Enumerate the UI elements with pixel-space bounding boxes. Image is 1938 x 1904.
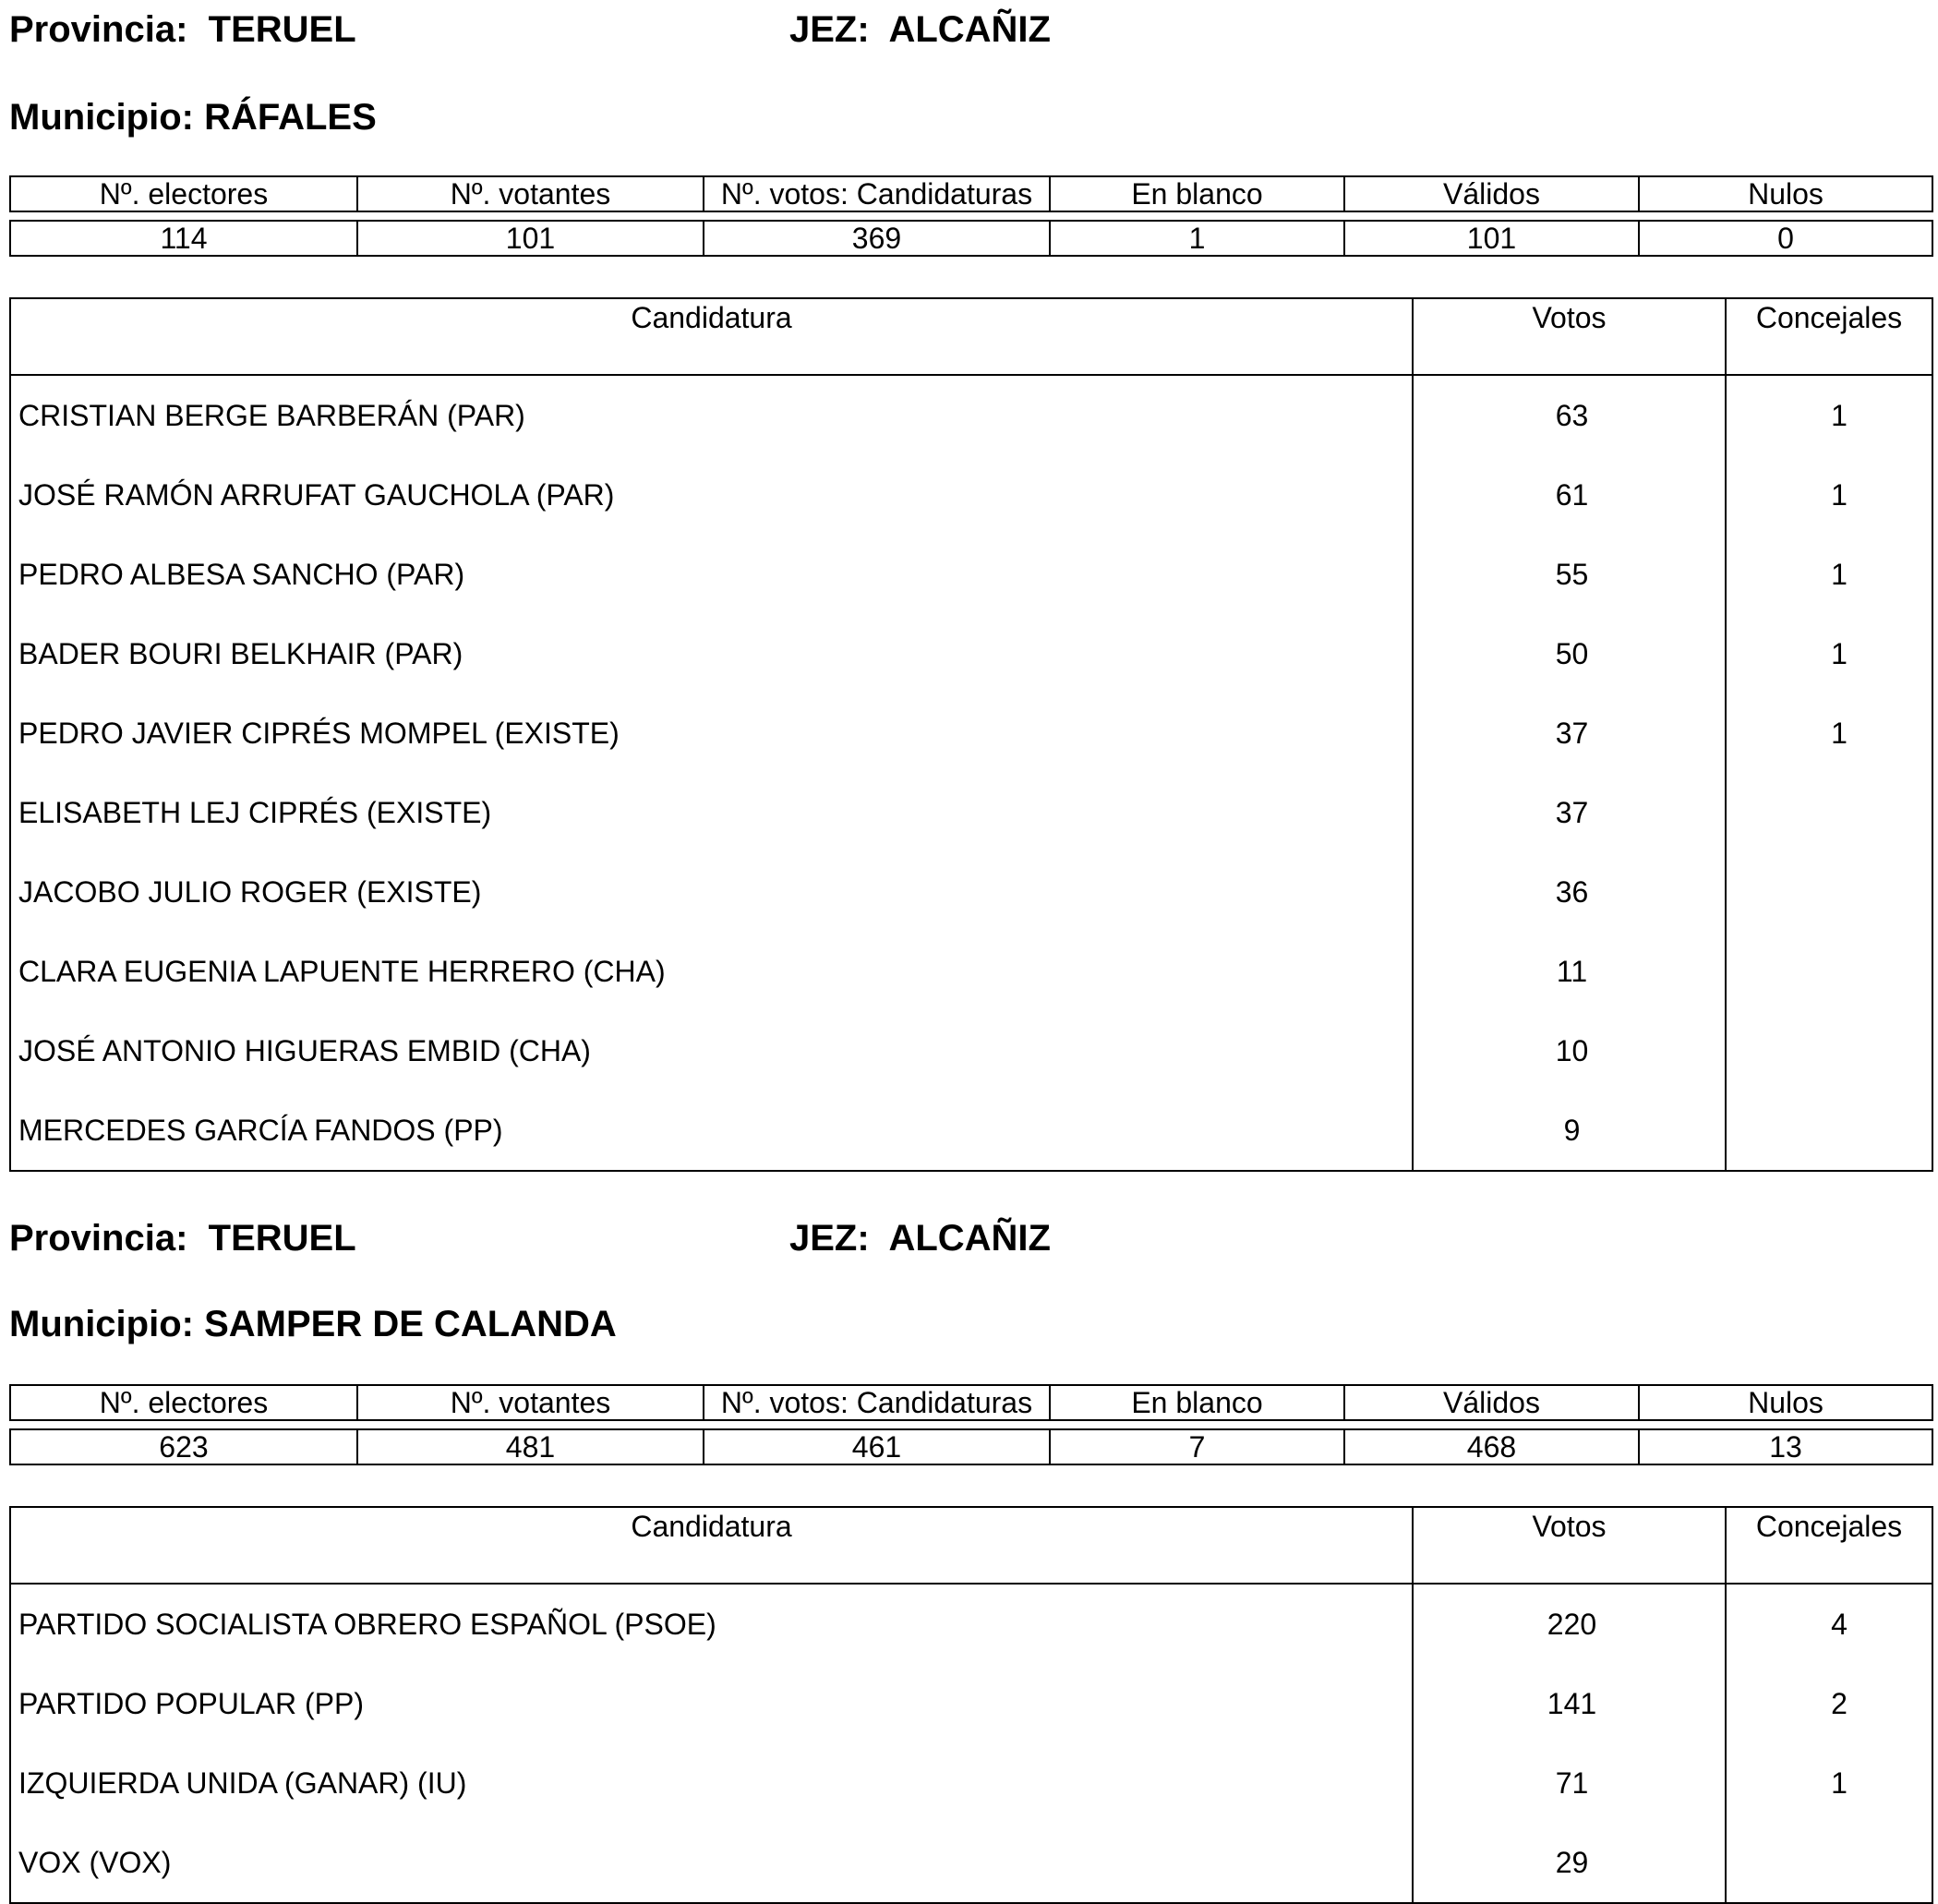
table-row (10, 852, 1932, 932)
candidate-concejales (1726, 1823, 1932, 1903)
candidate-name: VOX (VOX) (10, 1823, 1413, 1903)
stats-value-en-blanco: 7 (1050, 1429, 1344, 1464)
jez-label: JEZ: (789, 9, 870, 50)
candidate-concejales: 1 (1726, 614, 1932, 693)
stats-value-electores: 623 (10, 1429, 357, 1464)
candidate-concejales (1726, 1011, 1932, 1091)
header-concejales: Concejales (1726, 298, 1932, 375)
candidate-votes: 37 (1413, 773, 1726, 852)
candidate-votes: 29 (1413, 1823, 1726, 1903)
candidate-votes: 141 (1413, 1664, 1726, 1743)
candidate-concejales: 1 (1726, 1743, 1932, 1823)
table-row (10, 455, 1932, 535)
candidates-table (9, 1506, 1933, 1904)
stats-header-en-blanco: En blanco (1050, 1385, 1344, 1420)
table-row (10, 773, 1932, 852)
table-row (10, 1823, 1932, 1903)
candidate-name: PEDRO ALBESA SANCHO (PAR) (10, 535, 1413, 614)
stats-header-row (10, 1385, 1932, 1420)
stats-header-votos-candidaturas: Nº. votos: Candidaturas (704, 176, 1050, 211)
table-row (10, 693, 1932, 773)
candidate-name: IZQUIERDA UNIDA (GANAR) (IU) (10, 1743, 1413, 1823)
jez-heading (789, 11, 1051, 48)
stats-value-validos: 468 (1344, 1429, 1639, 1464)
stats-header-electores: Nº. electores (10, 176, 357, 211)
stats-header-nulos: Nulos (1639, 1385, 1932, 1420)
candidate-concejales: 4 (1726, 1584, 1932, 1664)
provincia-label: Provincia: (9, 1218, 188, 1259)
candidate-name: ELISABETH LEJ CIPRÉS (EXISTE) (10, 773, 1413, 852)
candidate-name: JOSÉ ANTONIO HIGUERAS EMBID (CHA) (10, 1011, 1413, 1091)
stats-value-votos-candidaturas: 461 (704, 1429, 1050, 1464)
stats-value-votantes: 481 (357, 1429, 704, 1464)
stats-value-en-blanco: 1 (1050, 221, 1344, 256)
municipio-heading (9, 1306, 617, 1343)
stats-header-validos: Válidos (1344, 176, 1639, 211)
stats-header-en-blanco: En blanco (1050, 176, 1344, 211)
candidate-name: PARTIDO SOCIALISTA OBRERO ESPAÑOL (PSOE) (10, 1584, 1413, 1664)
table-row (10, 1664, 1932, 1743)
stats-header-validos: Válidos (1344, 1385, 1639, 1420)
table-row (10, 535, 1932, 614)
jez-label: JEZ: (789, 1218, 870, 1259)
candidate-name: JOSÉ RAMÓN ARRUFAT GAUCHOLA (PAR) (10, 455, 1413, 535)
header-candidatura: Candidatura (10, 298, 1413, 375)
stats-header-row (10, 176, 1932, 211)
table-row (10, 932, 1932, 1011)
candidate-votes: 36 (1413, 852, 1726, 932)
provincia-heading (9, 1220, 356, 1257)
candidate-votes: 55 (1413, 535, 1726, 614)
header-concejales: Concejales (1726, 1507, 1932, 1584)
municipio-value: RÁFALES (204, 97, 377, 138)
table-row (10, 1584, 1932, 1664)
candidate-votes: 220 (1413, 1584, 1726, 1664)
candidate-concejales: 2 (1726, 1664, 1932, 1743)
candidate-concejales (1726, 932, 1932, 1011)
candidates-header-row (10, 298, 1932, 375)
stats-value-votos-candidaturas: 369 (704, 221, 1050, 256)
candidate-votes: 11 (1413, 932, 1726, 1011)
jez-value: ALCAÑIZ (888, 1218, 1051, 1259)
candidate-votes: 10 (1413, 1011, 1726, 1091)
candidate-name: BADER BOURI BELKHAIR (PAR) (10, 614, 1413, 693)
candidate-name: PEDRO JAVIER CIPRÉS MOMPEL (EXISTE) (10, 693, 1413, 773)
stats-header-electores: Nº. electores (10, 1385, 357, 1420)
candidate-name: JACOBO JULIO ROGER (EXISTE) (10, 852, 1413, 932)
candidate-votes: 9 (1413, 1091, 1726, 1171)
candidate-concejales: 1 (1726, 535, 1932, 614)
provincia-label: Provincia: (9, 9, 188, 50)
stats-value-nulos: 0 (1639, 221, 1932, 256)
stats-table (9, 175, 1933, 257)
stats-value-row (10, 221, 1932, 256)
candidate-name: PARTIDO POPULAR (PP) (10, 1664, 1413, 1743)
stats-value-votantes: 101 (357, 221, 704, 256)
stats-header-votantes: Nº. votantes (357, 176, 704, 211)
table-row (10, 1743, 1932, 1823)
candidate-concejales (1726, 852, 1932, 932)
municipio-value: SAMPER DE CALANDA (204, 1304, 617, 1344)
candidates-header-row (10, 1507, 1932, 1584)
candidate-concejales (1726, 1091, 1932, 1171)
header-votos: Votos (1413, 298, 1726, 375)
municipio-label: Municipio: (9, 97, 194, 138)
table-row (10, 375, 1932, 455)
municipio-label: Municipio: (9, 1304, 194, 1344)
table-row (10, 1011, 1932, 1091)
candidate-concejales: 1 (1726, 455, 1932, 535)
stats-table (9, 1384, 1933, 1465)
candidate-concejales: 1 (1726, 693, 1932, 773)
stats-value-electores: 114 (10, 221, 357, 256)
municipio-heading (9, 99, 377, 136)
candidate-votes: 50 (1413, 614, 1726, 693)
provincia-heading (9, 11, 356, 48)
provincia-value: TERUEL (208, 9, 356, 50)
stats-header-votantes: Nº. votantes (357, 1385, 704, 1420)
candidate-name: CLARA EUGENIA LAPUENTE HERRERO (CHA) (10, 932, 1413, 1011)
stats-header-nulos: Nulos (1639, 176, 1932, 211)
candidate-name: CRISTIAN BERGE BARBERÁN (PAR) (10, 375, 1413, 455)
stats-value-nulos: 13 (1639, 1429, 1932, 1464)
candidate-votes: 63 (1413, 375, 1726, 455)
candidate-votes: 37 (1413, 693, 1726, 773)
jez-value: ALCAÑIZ (888, 9, 1051, 50)
jez-heading (789, 1220, 1051, 1257)
stats-value-validos: 101 (1344, 221, 1639, 256)
candidates-table (9, 297, 1933, 1172)
header-candidatura: Candidatura (10, 1507, 1413, 1584)
stats-header-votos-candidaturas: Nº. votos: Candidaturas (704, 1385, 1050, 1420)
provincia-value: TERUEL (208, 1218, 356, 1259)
candidate-votes: 71 (1413, 1743, 1726, 1823)
candidate-name: MERCEDES GARCÍA FANDOS (PP) (10, 1091, 1413, 1171)
candidate-concejales (1726, 773, 1932, 852)
candidate-votes: 61 (1413, 455, 1726, 535)
header-votos: Votos (1413, 1507, 1726, 1584)
table-row (10, 614, 1932, 693)
stats-value-row (10, 1429, 1932, 1464)
candidate-concejales: 1 (1726, 375, 1932, 455)
table-row (10, 1091, 1932, 1171)
